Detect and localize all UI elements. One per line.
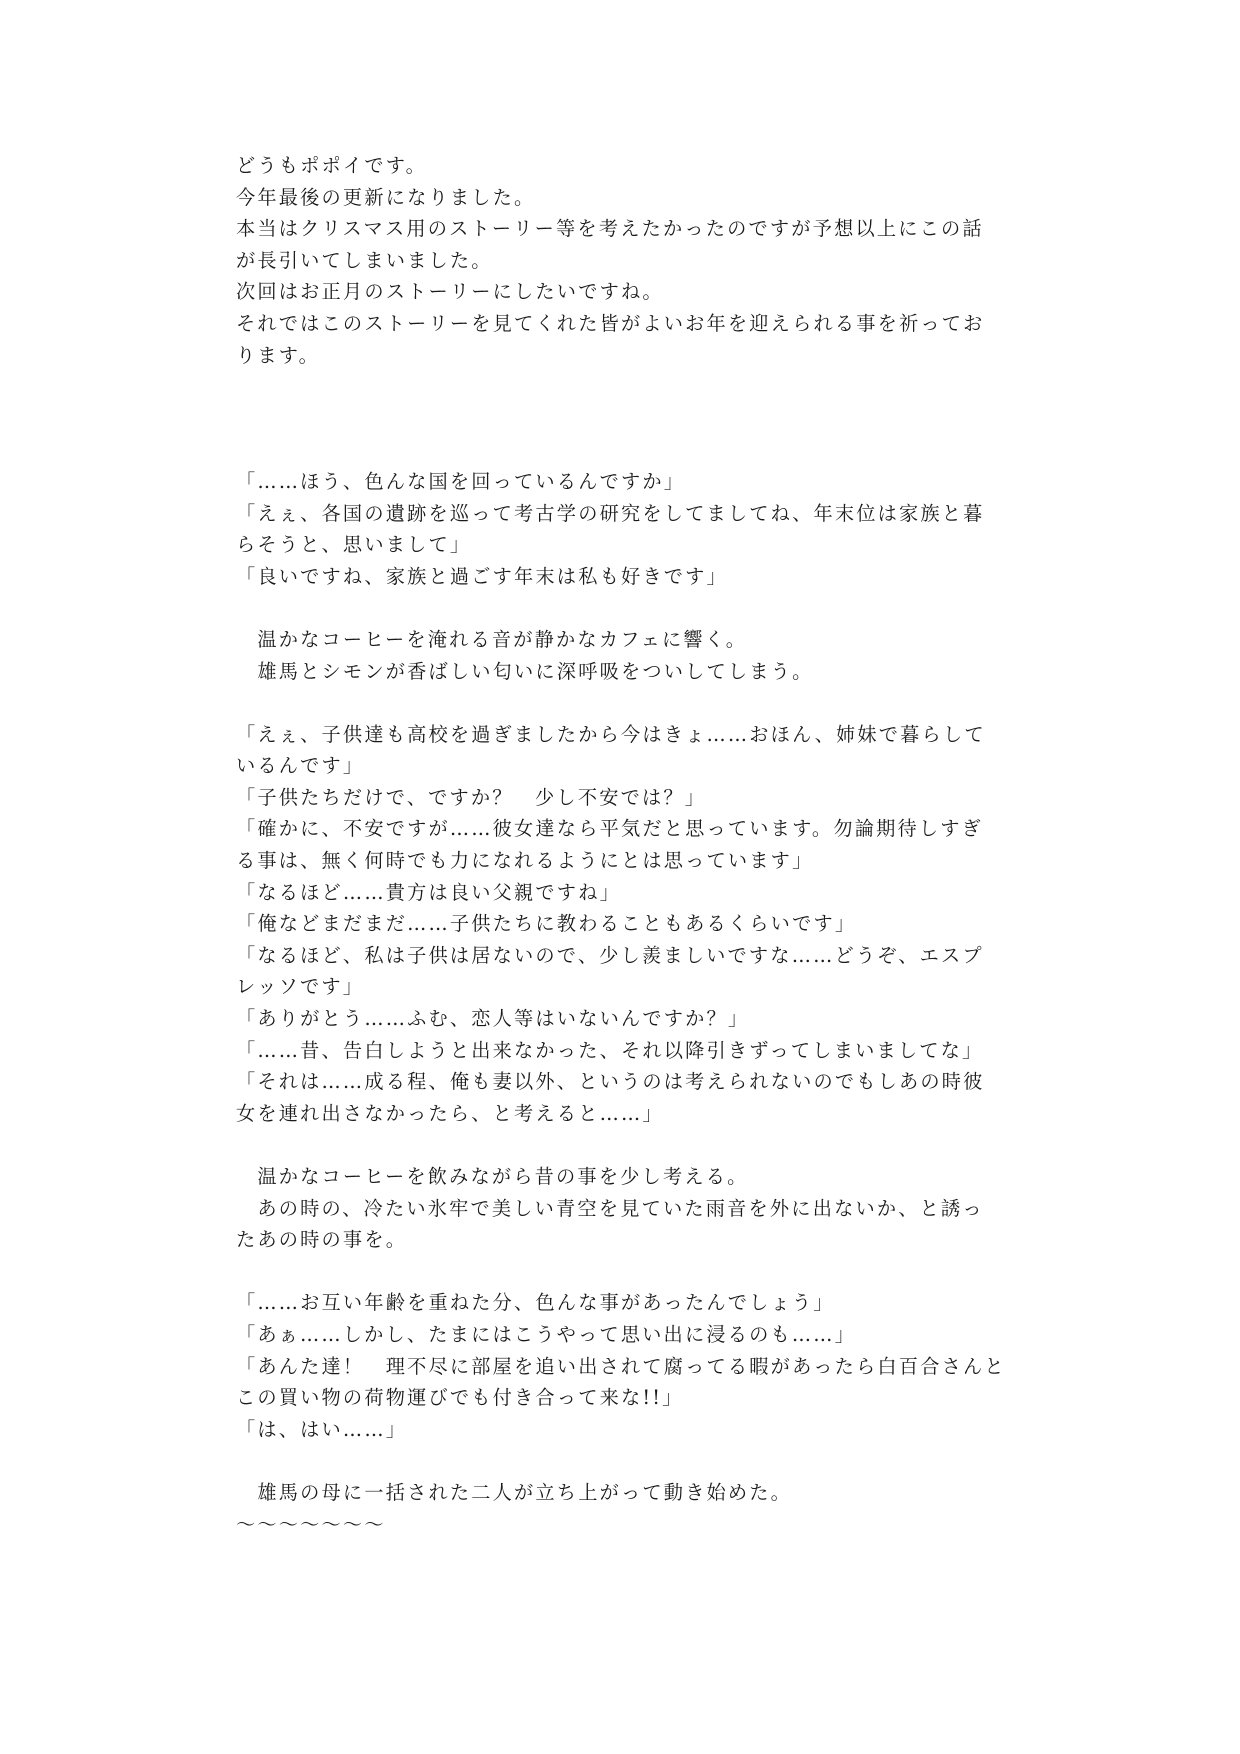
text-line: あの時の、冷たい氷牢で美しい青空を見ていた雨音を外に出ないか、と誘っ [236, 1196, 984, 1220]
blank-line [236, 403, 1016, 435]
text-line: 「子供たちだけで、ですか？ 少し不安では？」 [236, 785, 707, 809]
text-line: 温かなコーヒーを淹れる音が静かなカフェに響く。 [236, 627, 748, 651]
text-line: 雄馬の母に一括された二人が立ち上がって動き始めた。 [236, 1480, 793, 1504]
text-line: それではこのストーリーを見てくれた皆がよいお年を迎えられる事を祈ってお [236, 311, 985, 335]
text-line: 「ありがとう……ふむ、恋人等はいないんですか？」 [236, 1007, 750, 1031]
text-line: ～～～～～～～ [236, 1512, 386, 1536]
text-line: 「なるほど……貴方は良い父親ですね」 [236, 880, 621, 904]
text-line: 「えぇ、子供達も高校を過ぎましたから今はきょ……おほん、姉妹で暮らして [236, 722, 986, 746]
text-line: 雄馬とシモンが香ばしい匂いに深呼吸をついしてしまう。 [236, 659, 814, 683]
blank-line [236, 371, 1016, 403]
text-line: 「それは……成る程、俺も妻以外、というのは考えられないのでもしあの時彼 [236, 1070, 985, 1094]
text-line: この買い物の荷物運びでも付き合って来な!!」 [236, 1386, 684, 1410]
blank-line [236, 1256, 1016, 1288]
text-line: 温かなコーヒーを飲みながら昔の事を少し考える。 [236, 1165, 749, 1188]
text-line: 「俺などまだまだ……子供たちに教わることもあるくらいです」 [236, 912, 857, 936]
text-line: 「なるほど、私は子供は居ないので、少し羨ましいですな……どうぞ、エスプ [236, 943, 984, 967]
blank-line [236, 687, 1016, 719]
text-line: が長引いてしまいました。 [236, 248, 493, 272]
blank-line [236, 1445, 1016, 1477]
text-line: 「……昔、告白しようと出来なかった、それ以降引きずってしまいましてな」 [236, 1038, 984, 1062]
text-line: 「確かに、不安ですが……彼女達なら平気だと思っています。勿論期待しすぎ [236, 817, 984, 841]
text-line: いるんです」 [236, 754, 365, 778]
blank-line [236, 592, 1016, 624]
text-line: 「は、はい……」 [236, 1417, 408, 1441]
text-line: る事は、無く何時でも力になれるようにとは思っています」 [236, 849, 814, 873]
blank-line [236, 434, 1016, 466]
text-line: 「あぁ……しかし、たまにはこうやって思い出に浸るのも……」 [236, 1322, 857, 1346]
text-line: 本当はクリスマス用のストーリー等を考えたかったのですが予想以上にこの話 [236, 217, 984, 241]
text-line: 「良いですね、家族と過ごす年末は私も好きです」 [236, 564, 728, 588]
text-line: たあの時の事を。 [236, 1228, 408, 1252]
text-line: 「あんた達！ 理不尽に部屋を追い出されて腐ってる暇があったら白百合さんと [236, 1354, 1006, 1378]
text-line: レッソです」 [236, 975, 365, 999]
text-line: 今年最後の更新になりました。 [236, 185, 536, 209]
text-line: 「えぇ、各国の遺跡を巡って考古学の研究をしてましてね、年末位は家族と暮 [236, 501, 985, 525]
blank-line [236, 1129, 1016, 1161]
text-line: らそうと、思いまして」 [236, 533, 472, 557]
document-body [236, 150, 1016, 1540]
text-line: どうもポポイです。 [236, 154, 427, 177]
text-line: 女を連れ出さなかったら、と考えると……」 [236, 1101, 664, 1125]
text-line: ります。 [236, 343, 321, 367]
text-line: 「……ほう、色んな国を回っているんですか」 [236, 469, 686, 493]
text-line: 次回はお正月のストーリーにしたいですね。 [236, 280, 664, 304]
text-line: 「……お互い年齢を重ねた分、色んな事があったんでしょう」 [236, 1291, 835, 1315]
